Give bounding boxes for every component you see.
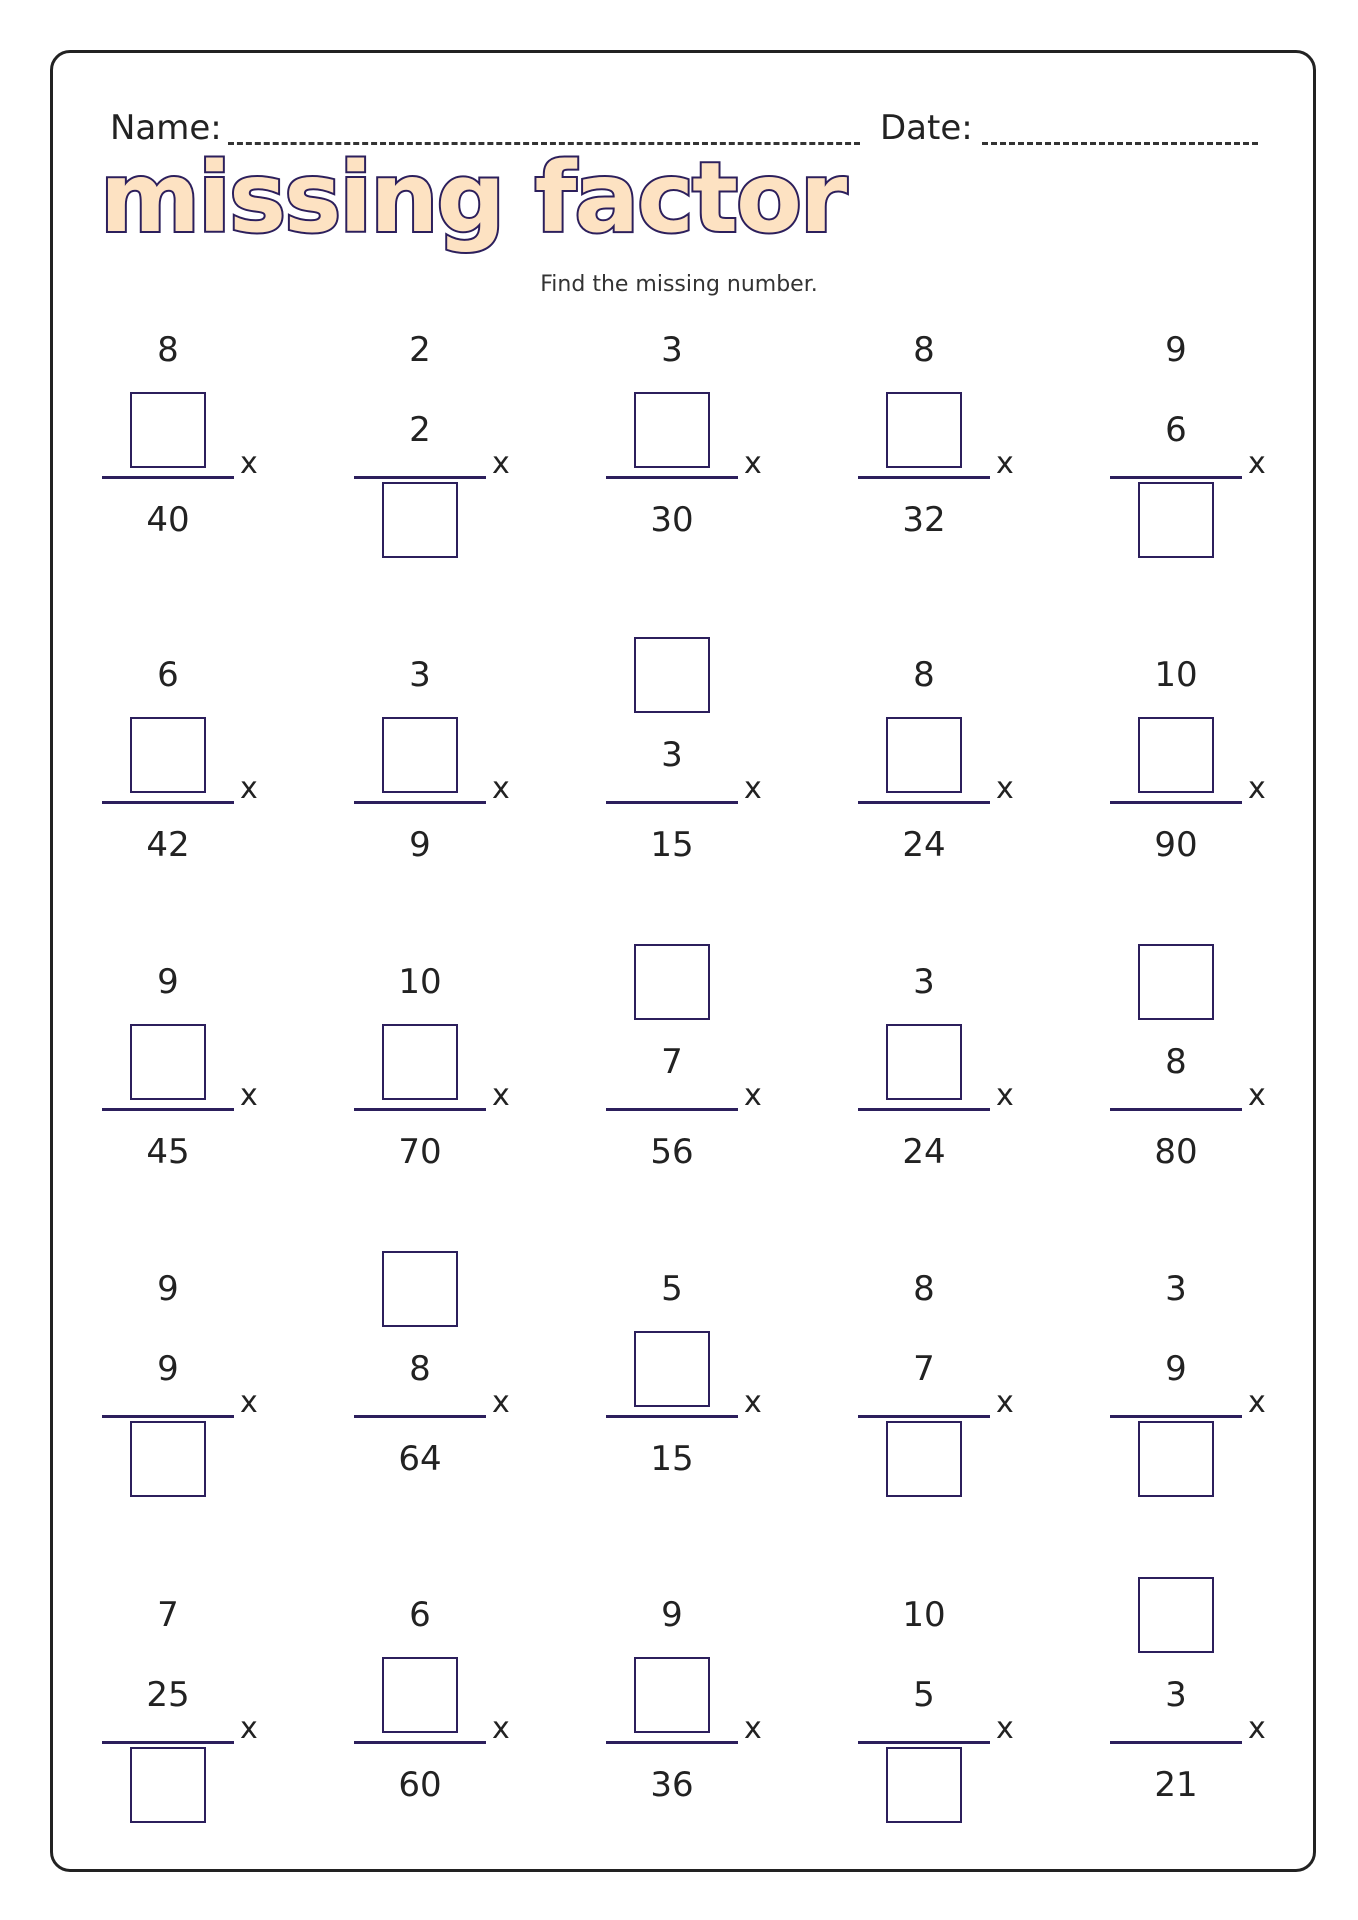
answer-box-input[interactable] <box>634 944 710 1020</box>
answer-box-input[interactable] <box>130 392 206 468</box>
multiplication-problem <box>354 1575 524 1805</box>
worksheet-title: missing factor <box>100 142 846 254</box>
sum-line <box>354 1415 486 1418</box>
product-value: 9 <box>409 825 431 865</box>
answer-box-input[interactable] <box>1138 944 1214 1020</box>
answer-box-input[interactable] <box>634 1657 710 1733</box>
sum-line <box>858 1108 990 1111</box>
multiplication-problem <box>858 1575 1028 1795</box>
multiply-sign: x <box>240 1385 258 1420</box>
factor-value: 3 <box>661 735 683 775</box>
answer-box[interactable] <box>858 1419 990 1499</box>
factor-value: 5 <box>661 1269 683 1309</box>
multiplication-problem <box>102 310 272 540</box>
multiplication-problem <box>354 1249 524 1479</box>
instruction-text: Find the missing number. <box>540 272 818 297</box>
multiply-sign: x <box>996 1078 1014 1113</box>
product-value: 15 <box>650 1439 694 1479</box>
factor-value: 10 <box>398 962 442 1002</box>
answer-box[interactable] <box>102 1745 234 1825</box>
multiplication-problem <box>102 1249 272 1469</box>
product-value: 36 <box>650 1765 694 1805</box>
product-value: 40 <box>146 500 190 540</box>
factor-value: 7 <box>157 1595 179 1635</box>
factor-value: 2 <box>409 410 431 450</box>
sum-line <box>606 1741 738 1744</box>
answer-box[interactable] <box>354 1249 486 1329</box>
multiplication-problem <box>606 310 776 540</box>
answer-box-input[interactable] <box>382 1251 458 1327</box>
factor-value: 3 <box>661 330 683 370</box>
multiplication-problem <box>1110 942 1280 1172</box>
multiply-sign: x <box>996 771 1014 806</box>
answer-box-input[interactable] <box>1138 482 1214 558</box>
sum-line <box>354 476 486 479</box>
sum-line <box>606 476 738 479</box>
answer-box[interactable] <box>102 1419 234 1499</box>
factor-value: 10 <box>1154 655 1198 695</box>
answer-box-input[interactable] <box>382 482 458 558</box>
sum-line <box>102 476 234 479</box>
answer-box[interactable] <box>1110 942 1242 1022</box>
sum-line <box>354 1741 486 1744</box>
product-value: 30 <box>650 500 694 540</box>
sum-line <box>1110 801 1242 804</box>
multiplication-problem <box>102 942 272 1172</box>
factor-value: 25 <box>146 1675 190 1715</box>
multiply-sign: x <box>744 771 762 806</box>
product-value: 80 <box>1154 1132 1198 1172</box>
product-value: 24 <box>902 1132 946 1172</box>
answer-box[interactable] <box>102 1022 234 1102</box>
sum-line <box>858 1415 990 1418</box>
factor-value: 8 <box>913 330 935 370</box>
answer-box[interactable] <box>1110 1419 1242 1499</box>
answer-box[interactable] <box>606 1655 738 1735</box>
multiplication-problem <box>858 1249 1028 1469</box>
sum-line <box>606 1108 738 1111</box>
multiply-sign: x <box>1248 1385 1266 1420</box>
multiplication-problem <box>606 635 776 865</box>
product-value: 56 <box>650 1132 694 1172</box>
product-value: 15 <box>650 825 694 865</box>
factor-value: 9 <box>157 1269 179 1309</box>
multiply-sign: x <box>492 1711 510 1746</box>
answer-box-input[interactable] <box>886 1747 962 1823</box>
product-value: 45 <box>146 1132 190 1172</box>
sum-line <box>102 1108 234 1111</box>
sum-line <box>102 1415 234 1418</box>
multiply-sign: x <box>1248 446 1266 481</box>
factor-value: 10 <box>902 1595 946 1635</box>
factor-value: 2 <box>409 330 431 370</box>
multiplication-problem <box>1110 310 1280 530</box>
multiply-sign: x <box>240 771 258 806</box>
answer-box[interactable] <box>606 635 738 715</box>
answer-box-input[interactable] <box>382 1024 458 1100</box>
answer-box-input[interactable] <box>886 717 962 793</box>
answer-box[interactable] <box>102 715 234 795</box>
answer-box[interactable] <box>354 715 486 795</box>
multiply-sign: x <box>492 771 510 806</box>
multiplication-problem <box>858 635 1028 865</box>
sum-line <box>858 1741 990 1744</box>
factor-value: 3 <box>1165 1675 1187 1715</box>
multiply-sign: x <box>1248 771 1266 806</box>
product-value: 24 <box>902 825 946 865</box>
multiply-sign: x <box>240 446 258 481</box>
sum-line <box>1110 1415 1242 1418</box>
answer-box-input[interactable] <box>886 392 962 468</box>
name-label: Name: <box>110 108 222 148</box>
sum-line <box>1110 1741 1242 1744</box>
answer-box[interactable] <box>606 1329 738 1409</box>
product-value: 42 <box>146 825 190 865</box>
answer-box[interactable] <box>354 1655 486 1735</box>
factor-value: 6 <box>1165 410 1187 450</box>
answer-box-input[interactable] <box>634 1331 710 1407</box>
multiply-sign: x <box>744 1078 762 1113</box>
answer-box-input[interactable] <box>130 1747 206 1823</box>
answer-box[interactable] <box>858 1745 990 1825</box>
multiply-sign: x <box>240 1711 258 1746</box>
sum-line <box>606 801 738 804</box>
multiplication-problem <box>354 310 524 530</box>
multiply-sign: x <box>492 446 510 481</box>
multiply-sign: x <box>240 1078 258 1113</box>
answer-box[interactable] <box>858 390 990 470</box>
factor-value: 6 <box>157 655 179 695</box>
factor-value: 8 <box>1165 1042 1187 1082</box>
multiplication-problem <box>102 635 272 865</box>
answer-box-input[interactable] <box>130 717 206 793</box>
answer-box-input[interactable] <box>886 1024 962 1100</box>
answer-box[interactable] <box>1110 715 1242 795</box>
sum-line <box>606 1415 738 1418</box>
sum-line <box>858 476 990 479</box>
multiplication-problem <box>606 942 776 1172</box>
answer-box-input[interactable] <box>130 1421 206 1497</box>
multiply-sign: x <box>744 1385 762 1420</box>
product-value: 60 <box>398 1765 442 1805</box>
factor-value: 7 <box>661 1042 683 1082</box>
multiply-sign: x <box>744 446 762 481</box>
answer-box[interactable] <box>1110 1575 1242 1655</box>
multiply-sign: x <box>1248 1711 1266 1746</box>
multiply-sign: x <box>996 446 1014 481</box>
factor-value: 3 <box>913 962 935 1002</box>
factor-value: 9 <box>1165 1349 1187 1389</box>
multiplication-problem <box>1110 635 1280 865</box>
answer-box[interactable] <box>354 480 486 560</box>
product-value: 70 <box>398 1132 442 1172</box>
answer-box[interactable] <box>858 715 990 795</box>
sum-line <box>1110 476 1242 479</box>
factor-value: 7 <box>913 1349 935 1389</box>
product-value: 64 <box>398 1439 442 1479</box>
sum-line <box>354 1108 486 1111</box>
multiplication-problem <box>354 635 524 865</box>
multiply-sign: x <box>492 1385 510 1420</box>
multiplication-problem <box>1110 1575 1280 1805</box>
product-value: 32 <box>902 500 946 540</box>
factor-value: 5 <box>913 1675 935 1715</box>
factor-value: 9 <box>661 1595 683 1635</box>
answer-box-input[interactable] <box>1138 1577 1214 1653</box>
factor-value: 8 <box>157 330 179 370</box>
factor-value: 8 <box>409 1349 431 1389</box>
answer-box[interactable] <box>606 390 738 470</box>
multiplication-problem <box>606 1249 776 1479</box>
factor-value: 9 <box>157 962 179 1002</box>
multiplication-problem <box>858 942 1028 1172</box>
sum-line <box>1110 1108 1242 1111</box>
answer-box-input[interactable] <box>382 1657 458 1733</box>
factor-value: 8 <box>913 1269 935 1309</box>
date-label: Date: <box>880 108 973 148</box>
answer-box[interactable] <box>102 390 234 470</box>
factor-value: 9 <box>1165 330 1187 370</box>
answer-box-input[interactable] <box>130 1024 206 1100</box>
answer-box-input[interactable] <box>1138 1421 1214 1497</box>
sum-line <box>858 801 990 804</box>
multiplication-problem <box>354 942 524 1172</box>
multiply-sign: x <box>492 1078 510 1113</box>
multiply-sign: x <box>1248 1078 1266 1113</box>
multiplication-problem <box>606 1575 776 1805</box>
multiplication-problem <box>1110 1249 1280 1469</box>
answer-box-input[interactable] <box>634 637 710 713</box>
multiplication-problem <box>102 1575 272 1795</box>
answer-box[interactable] <box>1110 480 1242 560</box>
factor-value: 3 <box>409 655 431 695</box>
answer-box[interactable] <box>858 1022 990 1102</box>
multiply-sign: x <box>744 1711 762 1746</box>
answer-box-input[interactable] <box>382 717 458 793</box>
answer-box-input[interactable] <box>634 392 710 468</box>
factor-value: 3 <box>1165 1269 1187 1309</box>
sum-line <box>102 1741 234 1744</box>
product-value: 21 <box>1154 1765 1198 1805</box>
answer-box-input[interactable] <box>886 1421 962 1497</box>
answer-box[interactable] <box>354 1022 486 1102</box>
multiply-sign: x <box>996 1385 1014 1420</box>
multiplication-problem <box>858 310 1028 540</box>
multiply-sign: x <box>996 1711 1014 1746</box>
factor-value: 9 <box>157 1349 179 1389</box>
answer-box-input[interactable] <box>1138 717 1214 793</box>
sum-line <box>102 801 234 804</box>
factor-value: 8 <box>913 655 935 695</box>
factor-value: 6 <box>409 1595 431 1635</box>
sum-line <box>354 801 486 804</box>
product-value: 90 <box>1154 825 1198 865</box>
date-field[interactable] <box>982 142 1258 145</box>
answer-box[interactable] <box>606 942 738 1022</box>
